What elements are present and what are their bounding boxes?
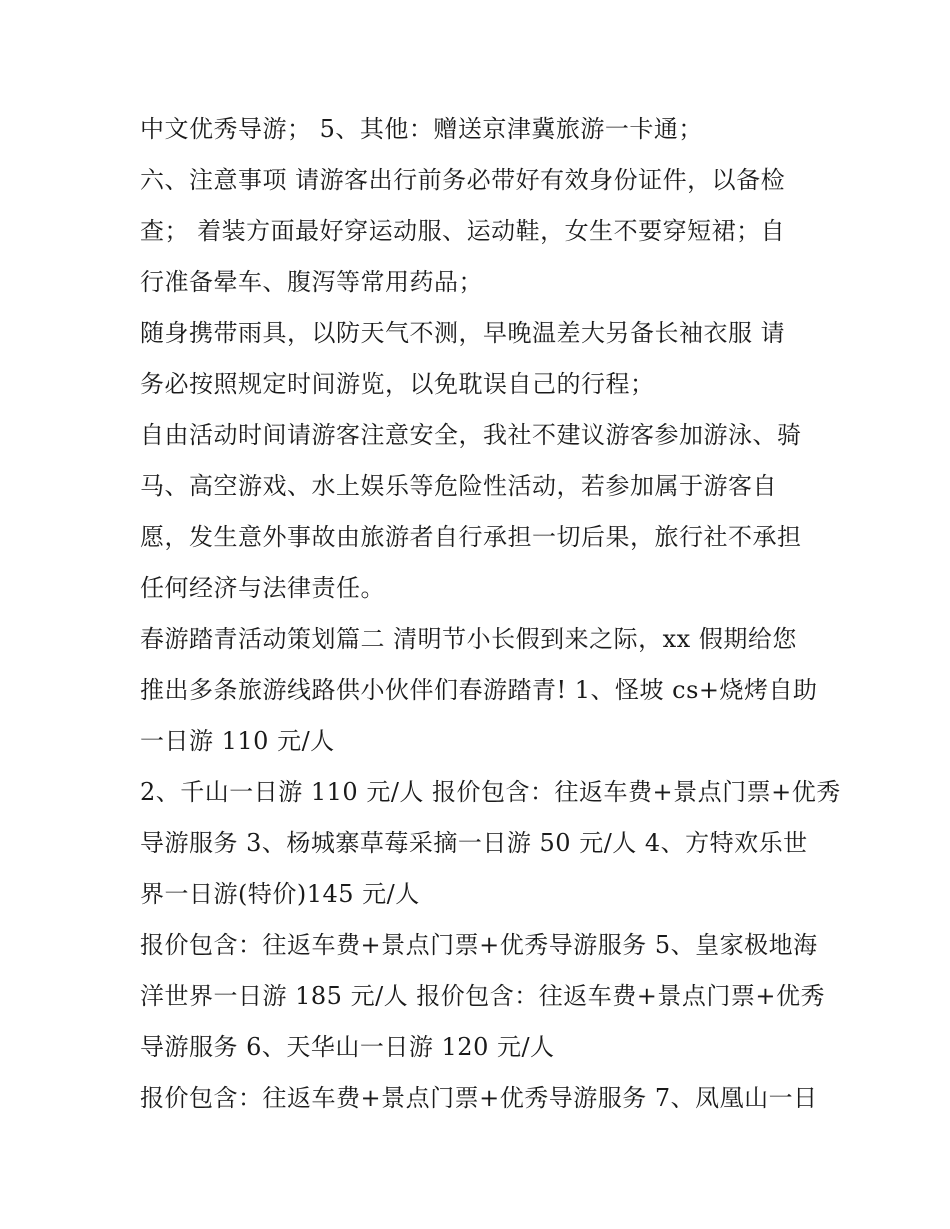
- text-line: 随身携带雨具，以防天气不测，早晚温差大另备长袖衣服 请: [140, 319, 786, 347]
- text-line: 导游服务 6、天华山一日游 120 元/人: [140, 1033, 555, 1061]
- text-line: 中文优秀导游； 5、其他：赠送京津冀旅游一卡通；: [140, 115, 703, 143]
- text-line: 一日游 110 元/人: [140, 727, 335, 755]
- text-line: 报价包含：往返车费+景点门票+优秀导游服务 7、凤凰山一日: [140, 1084, 818, 1112]
- text-line: 马、高空游戏、水上娱乐等危险性活动，若参加属于游客自: [140, 472, 777, 500]
- text-line: 2、千山一日游 110 元/人 报价包含：往返车费+景点门票+优秀: [140, 778, 841, 806]
- text-line: 洋世界一日游 185 元/人 报价包含：往返车费+景点门票+优秀: [140, 982, 825, 1010]
- body-text: [140, 104, 841, 1124]
- text-line: 春游踏青活动策划篇二 清明节小长假到来之际，xx 假期给您: [140, 625, 797, 653]
- text-line: 愿，发生意外事故由旅游者自行承担一切后果，旅行社不承担: [140, 523, 802, 551]
- text-line: 界一日游(特价)145 元/人: [140, 880, 420, 908]
- text-line: 任何经济与法律责任。: [140, 574, 385, 602]
- text-line: 务必按照规定时间游览，以免耽误自己的行程；: [140, 370, 655, 398]
- text-line: 推出多条旅游线路供小伙伴们春游踏青! 1、怪坡 cs+烧烤自助: [140, 676, 818, 704]
- text-line: 导游服务 3、杨城寨草莓采摘一日游 50 元/人 4、方特欢乐世: [140, 829, 808, 857]
- text-line: 查； 着装方面最好穿运动服、运动鞋，女生不要穿短裙；自: [140, 217, 786, 245]
- text-line: 行准备晕车、腹泻等常用药品；: [140, 268, 483, 296]
- text-line: 六、注意事项 请游客出行前务必带好有效身份证件，以备检: [140, 166, 786, 194]
- text-line: 自由活动时间请游客注意安全，我社不建议游客参加游泳、骑: [140, 421, 802, 449]
- text-line: 报价包含：往返车费+景点门票+优秀导游服务 5、皇家极地海: [140, 931, 818, 959]
